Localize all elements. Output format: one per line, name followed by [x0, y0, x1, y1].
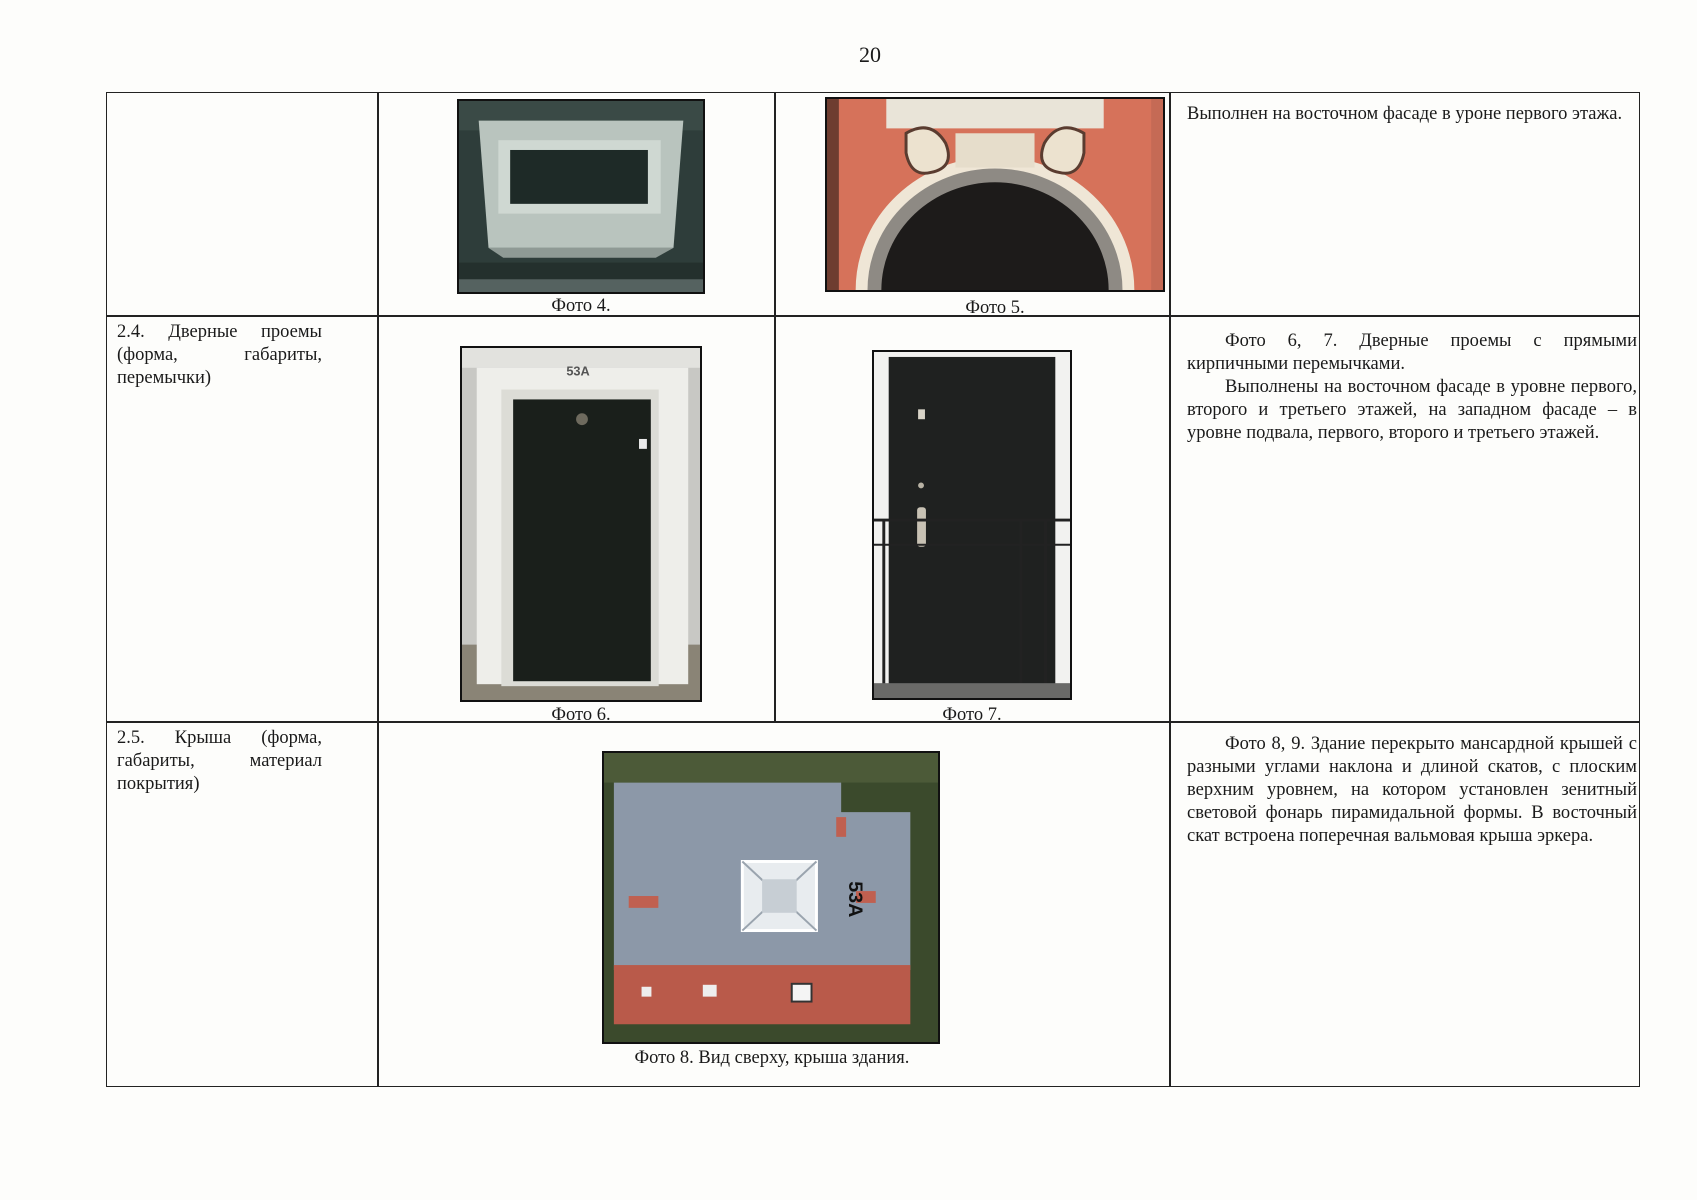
photo-caption: Фото 4. [551, 296, 611, 316]
house-number-sign: 53А [566, 363, 590, 379]
description-paragraph: Выполнены на восточном фасаде в уровне первого, второго и третьего этажей, на западном фасаде – в уровне подвала, первого, второго и третьего этажей. [1187, 377, 1637, 443]
building-number-map-label: 53А [844, 881, 867, 918]
row-label: 2.4. Дверные проемы (форма, габариты, перемычки) [117, 322, 322, 388]
document-table [106, 92, 1640, 1087]
photo-caption: Фото 8. Вид сверху, крыша здания. [634, 1048, 910, 1068]
arch-decoration-photo-icon [827, 99, 1163, 290]
column-divider [1169, 93, 1171, 1086]
description-cell [1187, 733, 1637, 848]
photo-7 [872, 350, 1072, 700]
photo-caption: Фото 7. [942, 705, 1002, 725]
door-photo-icon [462, 348, 700, 700]
photo-caption: Фото 5. [965, 298, 1025, 318]
description-paragraph: Фото 8, 9. Здание перекрыто мансардной крышей с разными углами наклона и длиной скатов, с плоским верхним уровнем, на котором установлен зенитный световой фонарь пирамидальной формы. В восточный скат встроена поперечная вальмовая крыша эркера. [1187, 734, 1637, 846]
description-paragraph: Выполнен на восточном фасаде в уроне первого этажа. [1187, 104, 1623, 124]
window-photo-icon [459, 101, 703, 292]
description-cell [1187, 103, 1637, 126]
photo-6 [460, 346, 702, 702]
photo-caption: Фото 6. [551, 705, 611, 725]
door-photo-icon [874, 352, 1070, 698]
row-label: 2.5. Крыша (форма, габариты, материал покрытия) [117, 728, 322, 794]
page-number: 20 [859, 42, 881, 67]
roof-aerial-photo-icon [604, 753, 938, 1042]
photo-8 [602, 751, 940, 1044]
description-paragraph: Фото 6, 7. Дверные проемы с прямыми кирпичными перемычками. [1187, 331, 1637, 374]
column-divider [774, 93, 776, 721]
description-cell [1187, 330, 1637, 445]
photo-5 [825, 97, 1165, 292]
photo-4 [457, 99, 705, 294]
column-divider [377, 93, 379, 1086]
